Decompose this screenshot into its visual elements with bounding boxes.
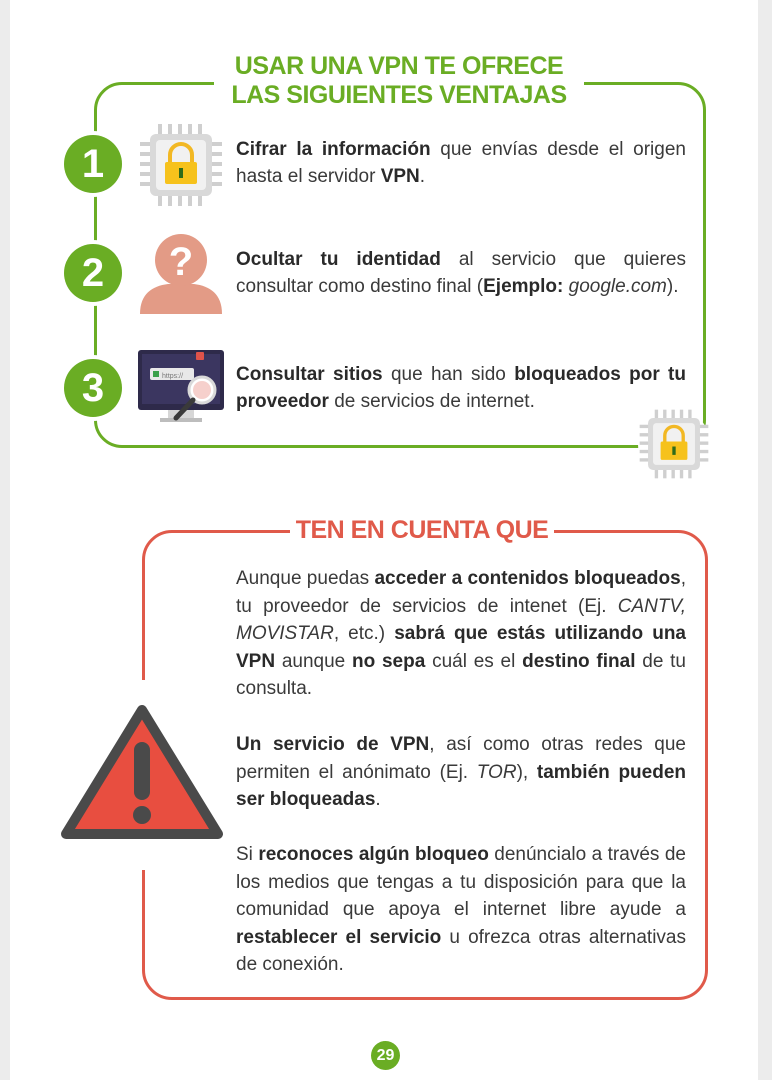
notice-paragraph-1: Aunque puedas acceder a contenidos bloqueados, tu proveedor de servicios de intenet (Ej. CANTV, MOVISTAR, etc.) sabrá que estás utilizando una VPN aunque no sepa cuál es el destino final de tu consulta. xyxy=(236,568,686,699)
notice-title: TEN EN CUENTA QUE xyxy=(290,514,554,546)
monitor-search-icon xyxy=(138,348,226,428)
benefits-title xyxy=(214,52,584,110)
benefit-text-3: Consultar sitios que han sido bloqueados por tu proveedor de servicios de internet. xyxy=(236,364,686,412)
warning-triangle-icon xyxy=(58,700,226,844)
item-number-3: 3 xyxy=(64,359,122,417)
anonymous-person-icon xyxy=(138,228,224,316)
benefits-title-line2: LAS SIGUIENTES VENTAJAS xyxy=(231,81,567,109)
svg-text:?: ? xyxy=(168,240,194,284)
notice-paragraph-3: Si reconoces algún bloqueo denúncialo a través de los medios que tengas a tu disposición para que la comunidad que apoya el internet libre ayude a restablecer el servicio u ofrezca otras alternativas de conexión. xyxy=(236,844,686,975)
page-edge-left xyxy=(0,0,10,1080)
item-number-2: 2 xyxy=(64,244,122,302)
benefits-title-line1: USAR UNA VPN TE OFRECE xyxy=(234,52,564,80)
corner-chip-lock-icon xyxy=(638,408,710,480)
benefit-text-1: Cifrar la información que envías desde el origen hasta el servidor VPN. xyxy=(236,139,686,187)
notice-paragraph-2: Un servicio de VPN, así como otras redes que permiten el anónimato (Ej. TOR), también pueden ser bloqueadas. xyxy=(236,734,687,810)
item-number-1: 1 xyxy=(64,135,122,193)
screen-url: https:// xyxy=(162,373,184,380)
page-number: 29 xyxy=(371,1041,400,1070)
benefit-text-2: Ocultar tu identidad al servicio que quieres consultar como destino final (Ejemplo: google.com). xyxy=(236,249,686,297)
chip-lock-icon xyxy=(138,122,224,208)
page-edge-right xyxy=(758,0,772,1080)
